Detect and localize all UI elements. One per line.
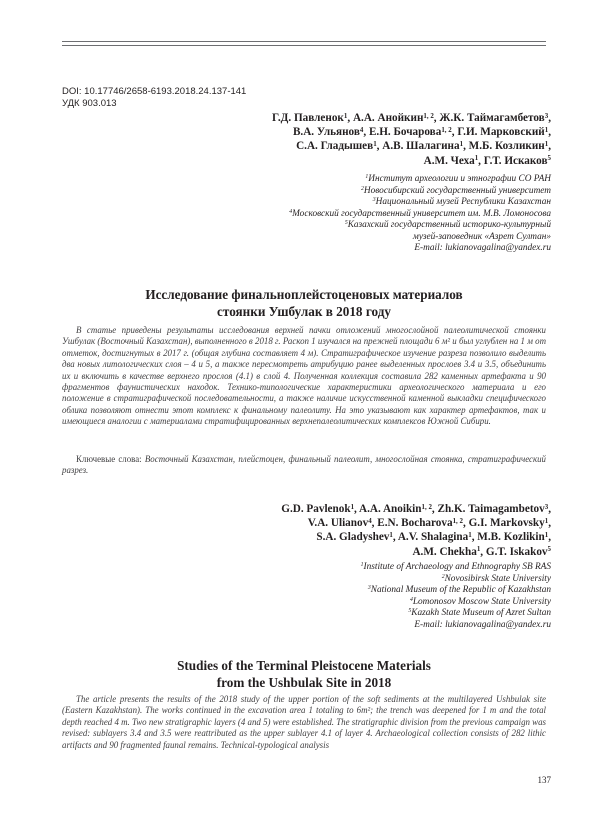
author-name: А.М. Чеха xyxy=(423,154,475,167)
author-affil-index: 1 xyxy=(343,111,348,120)
author-affil-index: 1 xyxy=(544,530,549,539)
affiliation-text: National Museum of the Republic of Kazakhstan xyxy=(370,585,551,595)
author-affil-index: 3 xyxy=(544,111,549,120)
author-name: V.A. Ulianov xyxy=(307,517,369,530)
affiliation-text: музей-заповедник «Азрет Султан» xyxy=(412,231,551,242)
author-name: , xyxy=(548,112,551,124)
affiliation-text: Новосибирский государственный университет xyxy=(363,185,551,196)
abstract-en: The article presents the results of the 2018 study of the upper portion of the soft sediments at the multilayered Ushbulak site (Eastern Kazakhstan). The works continued in the excavation area 1 totaling to 6m²; the trench was deepened for 1 m and the total depth reached 4 m. Two new stratigraphic layers (4 and 5) were established. The stratigraphic division from the previous campaign was revised: sublayers 3.4 and 3.5 were reattributed as the upper sublayer 4.1 of layer 4. Archaeological collection consists of 282 lithic artifacts and 90 fragmented faunal remains. Technical-typological analysis xyxy=(62,694,546,750)
authors-en xyxy=(281,502,551,559)
page-number: 137 xyxy=(537,775,551,785)
author-line xyxy=(272,125,551,139)
article-title-ru xyxy=(62,286,546,320)
author-affil-index: 1 xyxy=(373,139,377,148)
author-affil-index: 1 xyxy=(468,530,472,539)
author-affil-index: 1, 2 xyxy=(441,125,452,134)
author-name: , G.T. Iskakov xyxy=(480,545,548,558)
affiliation-index: 2 xyxy=(361,185,364,192)
affiliation-text: Московский государственный университет им. М.В. Ломоносова xyxy=(292,208,551,219)
title-line: Studies of the Terminal Pleistocene Materials xyxy=(177,658,431,673)
affiliation-index: 4 xyxy=(409,596,413,603)
author-line xyxy=(272,111,551,125)
affiliation-line xyxy=(361,620,551,632)
author-name: , xyxy=(548,126,551,139)
author-name: , Е.Н. Бочарова xyxy=(363,126,442,139)
author-name: , Г.И. Марковский xyxy=(451,126,545,139)
affiliation-line xyxy=(361,574,551,586)
affiliation-line xyxy=(361,608,551,620)
author-name: С.А. Гладышев xyxy=(296,140,374,153)
author-name: , А.В. Шалагина xyxy=(376,140,460,153)
author-line xyxy=(281,545,551,559)
affiliation-text: Novosibirsk State University xyxy=(444,573,551,584)
affiliation-index: 5 xyxy=(408,608,412,615)
author-affil-index: 1 xyxy=(544,516,549,525)
author-affil-index: 1 xyxy=(459,139,464,148)
affiliation-line xyxy=(289,186,551,198)
author-name: , A.A. Anoikin xyxy=(354,503,422,515)
author-affil-index: 1 xyxy=(389,530,393,539)
author-name: Г.Д. Павленок xyxy=(272,112,344,124)
affiliation-line xyxy=(289,174,551,186)
affiliation-index: 5 xyxy=(344,220,348,227)
affiliation-line xyxy=(361,585,551,597)
author-name: , M.B. Kozlikin xyxy=(471,531,545,544)
author-affil-index: 1 xyxy=(544,139,549,148)
affiliation-text: Национальный музей Республики Казахстан xyxy=(375,197,551,207)
abstract-ru: В статье приведены результаты исследования верхней пачки отложений многослойной палеолитической стоянки Ушбулак (Восточный Казахстан), выполненного в 2018 г. Раскоп 1 изучался на прежней площади 6 м² и был углублен на 1 м от отметок, достигнутых в 2017 г. (общая глубина составляет 4 м). Стратиграфическое изучение разреза позволило выделить два новых литологических слоя – 4 и 5, а также пересмотреть атрибуцию ранее выделенных прослоев 3.4 и 3.5, объединить их и включить в качестве верхнего прослоя (4.1) в слой 4. Полученная коллекция составила 282 каменных артефакта и 90 фрагментов фаунистических находок. Технико-типологические характеристики археологического материала и его положение в стратиграфической последовательности, а также наличие искусственной каменной выкладки специфического облика позволяют отнести этот комплекс к финальному палеолиту. На это указывают как характер артефактов, так и имеющиеся аналогии с материалами стратифицированных верхнепалеолитических комплексов Южной Сибири. xyxy=(62,325,546,427)
doi-line: DOI: 10.17746/2658-6193.2018.24.137-141 xyxy=(62,86,247,97)
author-affil-index: 1 xyxy=(350,502,355,511)
author-name: G.D. Pavlenok xyxy=(281,503,351,515)
affiliations-ru xyxy=(289,174,551,255)
affiliation-index: 3 xyxy=(367,585,371,592)
author-name: , xyxy=(548,503,551,515)
author-name: В.А. Ульянов xyxy=(292,126,360,139)
header-rule-bottom xyxy=(62,45,546,46)
author-name: , Zh.K. Taimagambetov xyxy=(431,503,545,515)
author-name: , Ж.К. Таймагамбетов xyxy=(433,112,545,124)
author-line xyxy=(281,530,551,544)
affiliation-line xyxy=(289,243,551,255)
affiliation-index: 4 xyxy=(289,208,293,215)
author-name: , xyxy=(548,517,551,530)
affiliation-index: 3 xyxy=(372,197,376,204)
author-affil-index: 5 xyxy=(547,154,551,163)
author-name: , М.Б. Козликин xyxy=(463,140,545,153)
author-line xyxy=(272,154,551,168)
keywords-ru xyxy=(62,454,546,477)
author-name: , Г.Т. Искаков xyxy=(478,154,548,167)
author-name: S.A. Gladyshev xyxy=(316,531,390,544)
affiliation-line xyxy=(289,232,551,244)
author-name: , xyxy=(548,140,551,153)
title-line: Исследование финальноплейстоценовых материалов xyxy=(145,287,463,302)
affiliation-line xyxy=(361,597,551,609)
affiliation-text: Institute of Archaeology and Ethnography SB RAS xyxy=(363,562,551,572)
author-name: , А.А. Анойкин xyxy=(347,112,424,124)
affiliation-text: Kazakh State Museum of Azret Sultan xyxy=(411,608,551,618)
author-affil-index: 1, 2 xyxy=(423,111,434,120)
affiliation-index: 1 xyxy=(365,174,369,181)
title-line: from the Ushbulak Site in 2018 xyxy=(216,675,392,690)
author-line xyxy=(281,502,551,516)
affiliation-line xyxy=(289,209,551,221)
author-affil-index: 1 xyxy=(476,545,481,554)
author-affil-index: 3 xyxy=(544,502,549,511)
udk-line: УДК 903.013 xyxy=(62,98,117,109)
keywords-value: Восточный Казахстан, плейстоцен, финальный палеолит, многослойная стоянка, стратиграфический разрез. xyxy=(62,454,546,476)
affiliation-line xyxy=(289,197,551,209)
header-rule-top xyxy=(62,41,546,42)
affiliation-text: E-mail: lukianovagalina@yandex.ru xyxy=(414,243,551,253)
author-affil-index: 5 xyxy=(547,545,551,554)
author-line xyxy=(272,139,551,153)
author-name: A.M. Chekha xyxy=(412,545,477,558)
keywords-label: Ключевые слова: xyxy=(76,454,142,464)
affiliation-index: 1 xyxy=(360,562,364,569)
author-affil-index: 1, 2 xyxy=(421,502,432,511)
affiliation-text: Lomonosov Moscow State University xyxy=(412,596,551,607)
author-name: , E.N. Bocharova xyxy=(371,517,453,530)
affiliation-text: Казахский государственный историко-культурный xyxy=(347,220,551,230)
affiliation-text: Институт археологии и этнографии СО РАН xyxy=(368,174,551,184)
affiliations-en xyxy=(361,562,551,631)
author-name: , xyxy=(548,531,551,544)
author-affil-index: 4 xyxy=(368,516,372,525)
title-line: стоянки Ушбулак в 2018 году xyxy=(217,304,391,319)
authors-ru xyxy=(272,111,551,168)
author-name: , A.V. Shalagina xyxy=(392,531,469,544)
affiliation-text: E-mail: lukianovagalina@yandex.ru xyxy=(414,619,551,630)
article-title-en xyxy=(62,657,546,691)
affiliation-index: 2 xyxy=(441,573,445,580)
affiliation-line xyxy=(361,562,551,574)
author-affil-index: 1 xyxy=(474,154,479,163)
affiliation-line xyxy=(289,220,551,232)
author-line xyxy=(281,516,551,530)
author-affil-index: 1 xyxy=(544,125,549,134)
author-affil-index: 1, 2 xyxy=(452,516,463,525)
author-affil-index: 4 xyxy=(359,125,364,134)
author-name: , G.I. Markovsky xyxy=(462,517,545,530)
